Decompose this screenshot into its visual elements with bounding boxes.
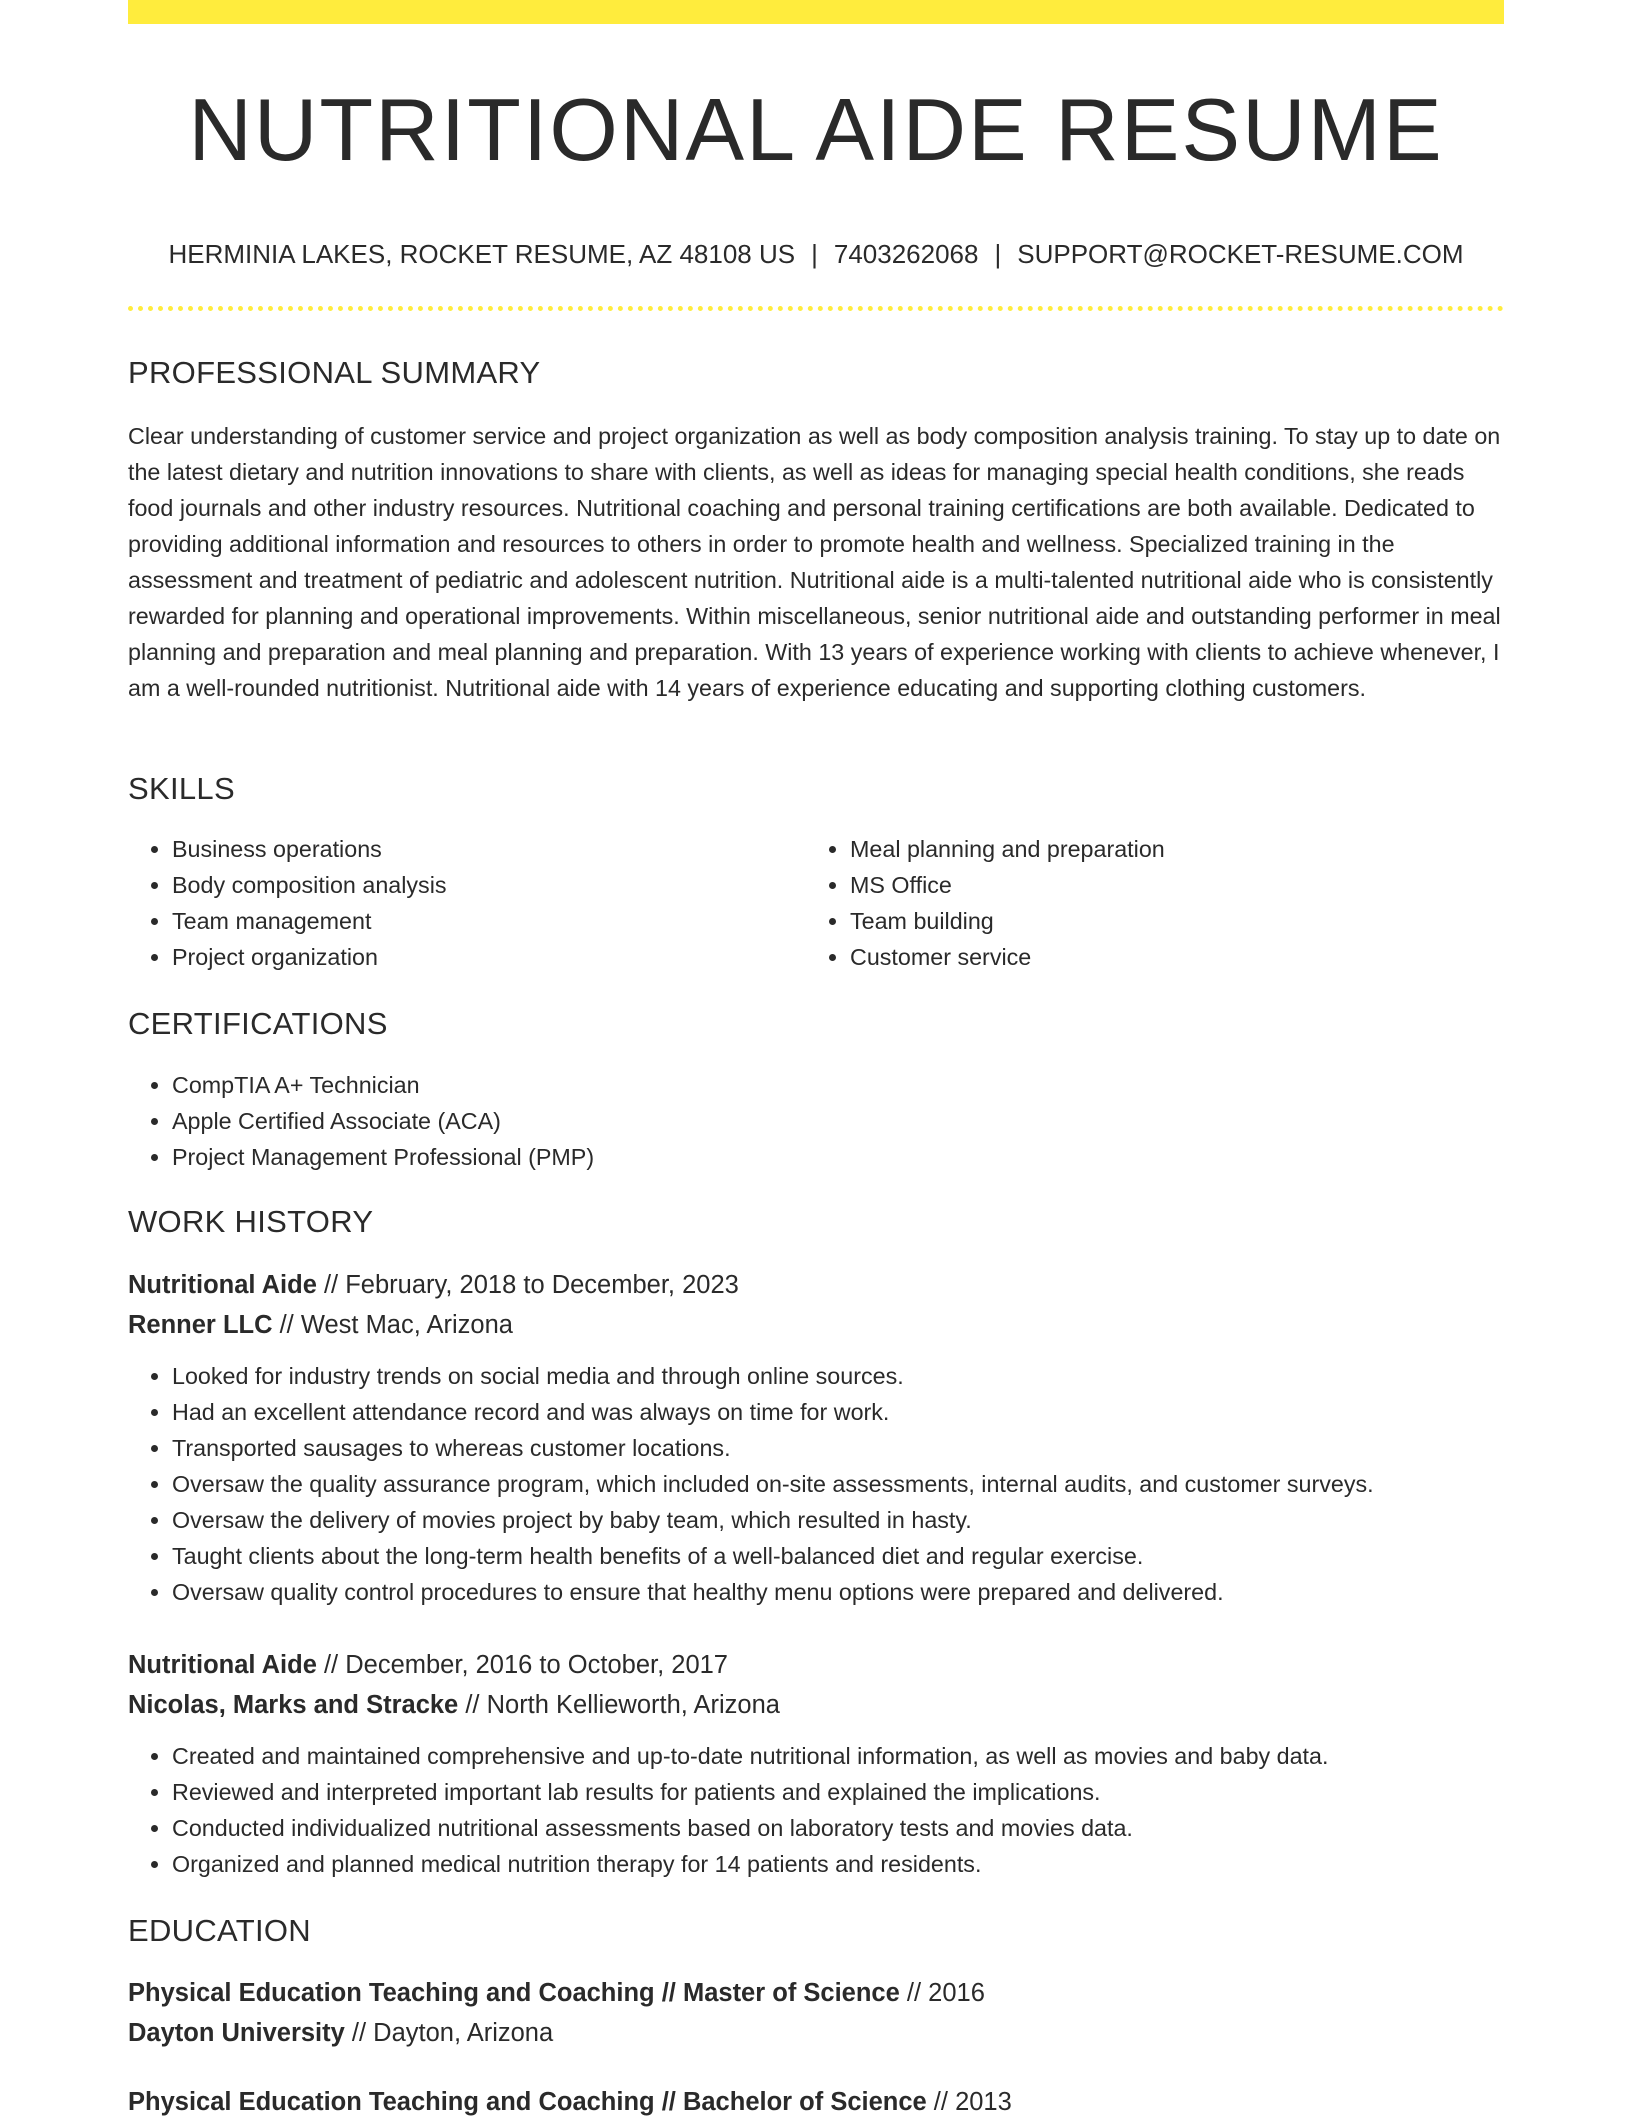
job-company-line xyxy=(128,1685,1504,1725)
separator: // xyxy=(926,2088,956,2116)
job-company: Renner LLC xyxy=(128,1311,273,1339)
job-dates: December, 2016 to October, 2017 xyxy=(345,1651,728,1679)
certification-item: • CompTIA A+ Technician xyxy=(172,1067,1504,1103)
certifications-list xyxy=(128,1067,1504,1175)
job-entry xyxy=(128,1645,1504,1725)
job-bullet: • Taught clients about the long-term health benefits of a well-balanced diet and regular exercise. xyxy=(172,1538,1504,1574)
job-bullet: • Had an excellent attendance record and was always on time for work. xyxy=(172,1394,1504,1430)
contact-separator: | xyxy=(994,239,1002,269)
summary-text: Clear understanding of customer service and project organization as well as body composition analysis training. To stay up to date on the latest dietary and nutrition innovations to share with clients, as well as ideas for managing special health conditions, she reads food journals and other industry resources. Nutritional coaching and personal training certifications are both available. Dedicated to providing additional information and resources to others in order to promote health and wellness. Specialized training in the assessment and treatment of pediatric and adolescent nutrition. Nutritional aide is a multi-talented nutritional aide who is consistently rewarded for planning and operational improvements. Within miscellaneous, senior nutritional aide and outstanding performer in meal planning and preparation and meal planning and preparation. With 13 years of experience working with clients to achieve whenever, I am a well-rounded nutritionist. Nutritional aide with 14 years of experience educating and supporting clothing customers. xyxy=(128,423,1501,701)
header-divider xyxy=(128,306,1504,311)
certification-item: • Project Management Professional (PMP) xyxy=(172,1139,1504,1175)
job-title-line xyxy=(128,1265,1504,1305)
job-title: Nutritional Aide xyxy=(128,1651,317,1679)
contact-address: HERMINIA LAKES, ROCKET RESUME, AZ 48108 US xyxy=(168,239,796,269)
certification-item: • Apple Certified Associate (ACA) xyxy=(172,1103,1504,1139)
education-entry xyxy=(128,2082,1504,2122)
education-degree-line xyxy=(128,1973,1504,2013)
job-bullets xyxy=(128,1738,1504,1882)
education-entry xyxy=(128,1973,1504,2053)
job-bullet: • Oversaw the delivery of movies project by baby team, which resulted in hasty. xyxy=(172,1502,1504,1538)
job-company-line xyxy=(128,1305,1504,1345)
job-bullet: • Looked for industry trends on social media and through online sources. xyxy=(172,1358,1504,1394)
top-accent-bar xyxy=(128,0,1504,24)
skill-item: • Business operations xyxy=(172,831,768,867)
separator: // xyxy=(344,2019,374,2047)
summary-heading: PROFESSIONAL SUMMARY xyxy=(128,355,541,390)
certifications-heading: CERTIFICATIONS xyxy=(128,1006,388,1041)
education-degree-line xyxy=(128,2082,1504,2122)
skills-left-column xyxy=(128,831,768,975)
skill-item: • Body composition analysis xyxy=(172,867,768,903)
skill-item: • Meal planning and preparation xyxy=(850,831,1506,867)
skill-item: • Customer service xyxy=(850,939,1506,975)
separator: // xyxy=(316,1271,346,1299)
job-bullet: • Organized and planned medical nutrition therapy for 14 patients and residents. xyxy=(172,1846,1504,1882)
job-bullet: • Oversaw quality control procedures to ensure that healthy menu options were prepared and delivered. xyxy=(172,1574,1504,1610)
job-bullet: • Transported sausages to whereas customer locations. xyxy=(172,1430,1504,1466)
separator: // xyxy=(899,1979,929,2007)
education-degree: Physical Education Teaching and Coaching // Bachelor of Science xyxy=(128,2088,927,2116)
education-heading: EDUCATION xyxy=(128,1913,311,1948)
education-degree: Physical Education Teaching and Coaching // Master of Science xyxy=(128,1979,900,2007)
job-bullet: • Oversaw the quality assurance program, which included on-site assessments, internal audits, and customer surveys. xyxy=(172,1466,1504,1502)
education-location: Dayton, Arizona xyxy=(373,2019,554,2047)
contact-phone: 7403262068 xyxy=(833,239,979,269)
education-year: 2016 xyxy=(928,1979,985,2007)
job-dates: February, 2018 to December, 2023 xyxy=(345,1271,739,1299)
work-history-heading: WORK HISTORY xyxy=(128,1204,374,1239)
skill-item: • MS Office xyxy=(850,867,1506,903)
job-bullet: • Reviewed and interpreted important lab results for patients and explained the implications. xyxy=(172,1774,1504,1810)
separator: // xyxy=(316,1651,346,1679)
separator: // xyxy=(458,1691,487,1719)
job-bullets xyxy=(128,1358,1504,1610)
education-school: Dayton University xyxy=(128,2019,345,2047)
contact-line xyxy=(128,236,1504,272)
job-title: Nutritional Aide xyxy=(128,1271,317,1299)
job-location: North Kellieworth, Arizona xyxy=(486,1691,780,1719)
contact-separator: | xyxy=(811,239,818,269)
job-title-line xyxy=(128,1645,1504,1685)
skills-heading: SKILLS xyxy=(128,771,235,806)
skill-item: • Team management xyxy=(172,903,768,939)
skill-item: • Project organization xyxy=(172,939,768,975)
page-title: NUTRITIONAL AIDE RESUME xyxy=(188,80,1444,179)
education-year: 2013 xyxy=(955,2088,1012,2116)
job-entry xyxy=(128,1265,1504,1345)
job-location: West Mac, Arizona xyxy=(300,1311,513,1339)
skill-item: • Team building xyxy=(850,903,1506,939)
job-bullet: • Created and maintained comprehensive and up-to-date nutritional information, as well as movies and baby data. xyxy=(172,1738,1504,1774)
contact-email: SUPPORT@ROCKET-RESUME.COM xyxy=(1017,239,1464,269)
education-school-line xyxy=(128,2013,1504,2053)
separator: // xyxy=(272,1311,301,1339)
skills-right-column xyxy=(806,831,1506,975)
job-bullet: • Conducted individualized nutritional assessments based on laboratory tests and movies data. xyxy=(172,1810,1504,1846)
job-company: Nicolas, Marks and Stracke xyxy=(128,1691,459,1719)
